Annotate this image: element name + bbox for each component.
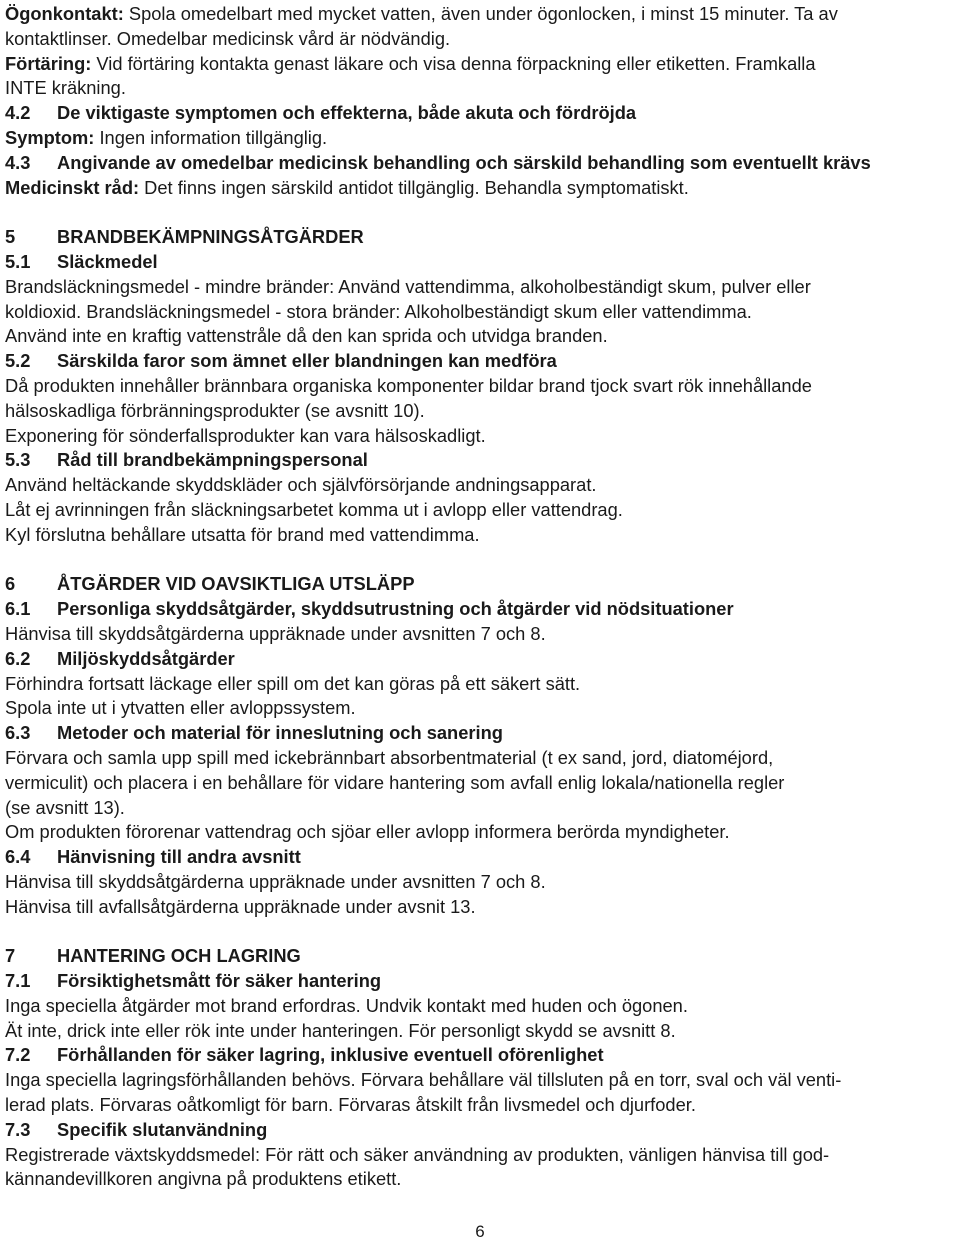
heading-number: 7.2 bbox=[5, 1044, 31, 1066]
heading-title: Råd till brandbekämpningspersonal bbox=[57, 449, 368, 471]
section-number: 7 bbox=[5, 945, 16, 967]
heading-6-4 bbox=[5, 845, 955, 870]
paragraph-line: Kyl förslutna behållare utsatta för brand med vattendimma. bbox=[5, 523, 480, 545]
paragraph-line: Då produkten innehåller brännbara organiska komponenter bildar brand tjock svart rök innehållande bbox=[5, 374, 812, 396]
paragraph-line: Ät inte, drick inte eller rök inte under hanteringen. För personligt skydd se avsnitt 8. bbox=[5, 1019, 676, 1041]
paragraph-line: kännandevillkoren angivna på produktens etikett. bbox=[5, 1168, 402, 1190]
section-number: 5 bbox=[5, 226, 16, 248]
ingestion-text: Vid förtäring kontakta genast läkare och visa denna förpackning eller etiketten. Framkalla bbox=[91, 52, 816, 74]
eye-contact-label: Ögonkontakt: bbox=[5, 3, 124, 24]
paragraph-line: lerad plats. Förvaras oåtkomligt för barn. Förvaras åtskilt från livsmedel och djurfoder. bbox=[5, 1094, 696, 1116]
document-page bbox=[5, 2, 955, 1192]
paragraph-line: Förvara och samla upp spill med ickebrännbart absorbentmaterial (t ex sand, jord, diatoméjord, bbox=[5, 746, 774, 768]
heading-number: 6.4 bbox=[5, 846, 31, 868]
heading-title: Personliga skyddsåtgärder, skyddsutrustning och åtgärder vid nödsituationer bbox=[57, 598, 734, 620]
paragraph-line: Registrerade växtskyddsmedel: För rätt och säker användning av produkten, vänligen hänvisa till god- bbox=[5, 1143, 830, 1165]
heading-title: Miljöskyddsåtgärder bbox=[57, 647, 235, 669]
eye-contact-text: Spola omedelbart med mycket vatten, även under ögonlocken, i minst 15 minuter. Ta av bbox=[123, 3, 838, 24]
heading-title: De viktigaste symptomen och effekterna, både akuta och fördröjda bbox=[57, 102, 637, 124]
heading-title: Specifik slutanvändning bbox=[57, 1118, 268, 1140]
section-6-heading bbox=[5, 572, 955, 597]
heading-4-2 bbox=[5, 101, 955, 126]
paragraph-line: Inga speciella lagringsförhållanden behövs. Förvara behållare väl tillsluten på en torr, sval och väl venti- bbox=[5, 1069, 842, 1091]
paragraph-line: hälsoskadliga förbränningsprodukter (se avsnitt 10). bbox=[5, 399, 425, 421]
heading-number: 6.1 bbox=[5, 598, 31, 620]
heading-5-2 bbox=[5, 349, 955, 374]
paragraph-line: Hänvisa till avfallsåtgärderna uppräknade under avsnit 13. bbox=[5, 895, 476, 917]
heading-number: 5.2 bbox=[5, 350, 31, 372]
paragraph-line: Hänvisa till skyddsåtgärderna uppräknade under avsnitten 7 och 8. bbox=[5, 622, 546, 644]
heading-number: 5.1 bbox=[5, 250, 31, 272]
symptom-label: Symptom: bbox=[5, 126, 95, 148]
heading-number: 6.2 bbox=[5, 647, 31, 669]
heading-number: 4.2 bbox=[5, 102, 31, 124]
paragraph-line: Brandsläckningsmedel - mindre bränder: Använd vattendimma, alkoholbeständigt skum, pulver eller bbox=[5, 275, 811, 297]
page-number: 6 bbox=[475, 1222, 485, 1241]
paragraph-line: Använd heltäckande skyddskläder och självförsörjande andningsapparat. bbox=[5, 474, 597, 496]
heading-number: 4.3 bbox=[5, 151, 31, 173]
heading-6-3 bbox=[5, 721, 955, 746]
paragraph-line: Använd inte en kraftig vattenstråle då den kan sprida och utvidga branden. bbox=[5, 325, 608, 347]
ingestion-text-2: INTE kräkning. bbox=[5, 77, 126, 99]
paragraph-line: (se avsnitt 13). bbox=[5, 796, 125, 818]
eye-contact-text-2: kontaktlinser. Omedelbar medicinsk vård är nödvändig. bbox=[5, 27, 451, 49]
symptom-line bbox=[5, 126, 955, 151]
heading-title: Hänvisning till andra avsnitt bbox=[57, 846, 301, 868]
spacer bbox=[5, 548, 955, 573]
heading-title: Förhållanden för säker lagring, inklusive eventuell oförenlighet bbox=[57, 1044, 604, 1066]
spacer bbox=[5, 919, 955, 944]
heading-4-3 bbox=[5, 151, 955, 176]
heading-title: Särskilda faror som ämnet eller blandningen kan medföra bbox=[57, 350, 557, 372]
medical-advice-text: Det finns ingen särskild antidot tillgänglig. Behandla symptomatiskt. bbox=[139, 176, 689, 198]
heading-5-1 bbox=[5, 250, 955, 275]
section-5-heading bbox=[5, 225, 955, 250]
medical-advice-label: Medicinskt råd: bbox=[5, 176, 140, 198]
symptom-text: Ingen information tillgänglig. bbox=[94, 126, 328, 148]
heading-6-1 bbox=[5, 597, 955, 622]
paragraph-line: Spola inte ut i ytvatten eller avloppssystem. bbox=[5, 697, 356, 719]
heading-7-2 bbox=[5, 1043, 955, 1068]
heading-title: Angivande av omedelbar medicinsk behandling och särskild behandling som eventuellt krävs bbox=[57, 151, 871, 173]
section-title: HANTERING OCH LAGRING bbox=[57, 945, 301, 967]
section-7-heading bbox=[5, 944, 955, 969]
ingestion-line bbox=[5, 52, 955, 77]
paragraph-line: Låt ej avrinningen från släckningsarbetet komma ut i avlopp eller vattendrag. bbox=[5, 498, 623, 520]
eye-contact-line bbox=[5, 2, 955, 27]
heading-title: Försiktighetsmått för säker hantering bbox=[57, 970, 382, 992]
heading-number: 7.1 bbox=[5, 970, 31, 992]
ingestion-label: Förtäring: bbox=[5, 52, 92, 74]
paragraph-line: Om produkten förorenar vattendrag och sjöar eller avlopp informera berörda myndigheter. bbox=[5, 821, 730, 843]
section-number: 6 bbox=[5, 573, 16, 595]
paragraph-line: Förhindra fortsatt läckage eller spill om det kan göras på ett säkert sätt. bbox=[5, 672, 581, 694]
heading-number: 5.3 bbox=[5, 449, 31, 471]
section-title: BRANDBEKÄMPNINGSÅTGÄRDER bbox=[57, 226, 364, 248]
spacer bbox=[5, 200, 955, 225]
paragraph-line: Inga speciella åtgärder mot brand erfordras. Undvik kontakt med huden och ögonen. bbox=[5, 994, 688, 1016]
section-title: ÅTGÄRDER VID OAVSIKTLIGA UTSLÄPP bbox=[57, 573, 415, 595]
heading-title: Metoder och material för inneslutning och sanering bbox=[57, 722, 503, 744]
heading-6-2 bbox=[5, 647, 955, 672]
paragraph-line: vermiculit) och placera i en behållare för vidare hantering som avfall enlig lokala/nationella regler bbox=[5, 771, 785, 793]
medical-advice-line bbox=[5, 176, 955, 201]
heading-number: 6.3 bbox=[5, 722, 31, 744]
paragraph-line: koldioxid. Brandsläckningsmedel - stora bränder: Alkoholbeständigt skum eller vattendimma. bbox=[5, 300, 752, 322]
heading-7-3 bbox=[5, 1118, 955, 1143]
heading-5-3 bbox=[5, 448, 955, 473]
heading-number: 7.3 bbox=[5, 1118, 31, 1140]
heading-title: Släckmedel bbox=[57, 250, 158, 272]
paragraph-line: Hänvisa till skyddsåtgärderna uppräknade under avsnitten 7 och 8. bbox=[5, 870, 546, 892]
paragraph-line: Exponering för sönderfallsprodukter kan vara hälsoskadligt. bbox=[5, 424, 486, 446]
heading-7-1 bbox=[5, 969, 955, 994]
